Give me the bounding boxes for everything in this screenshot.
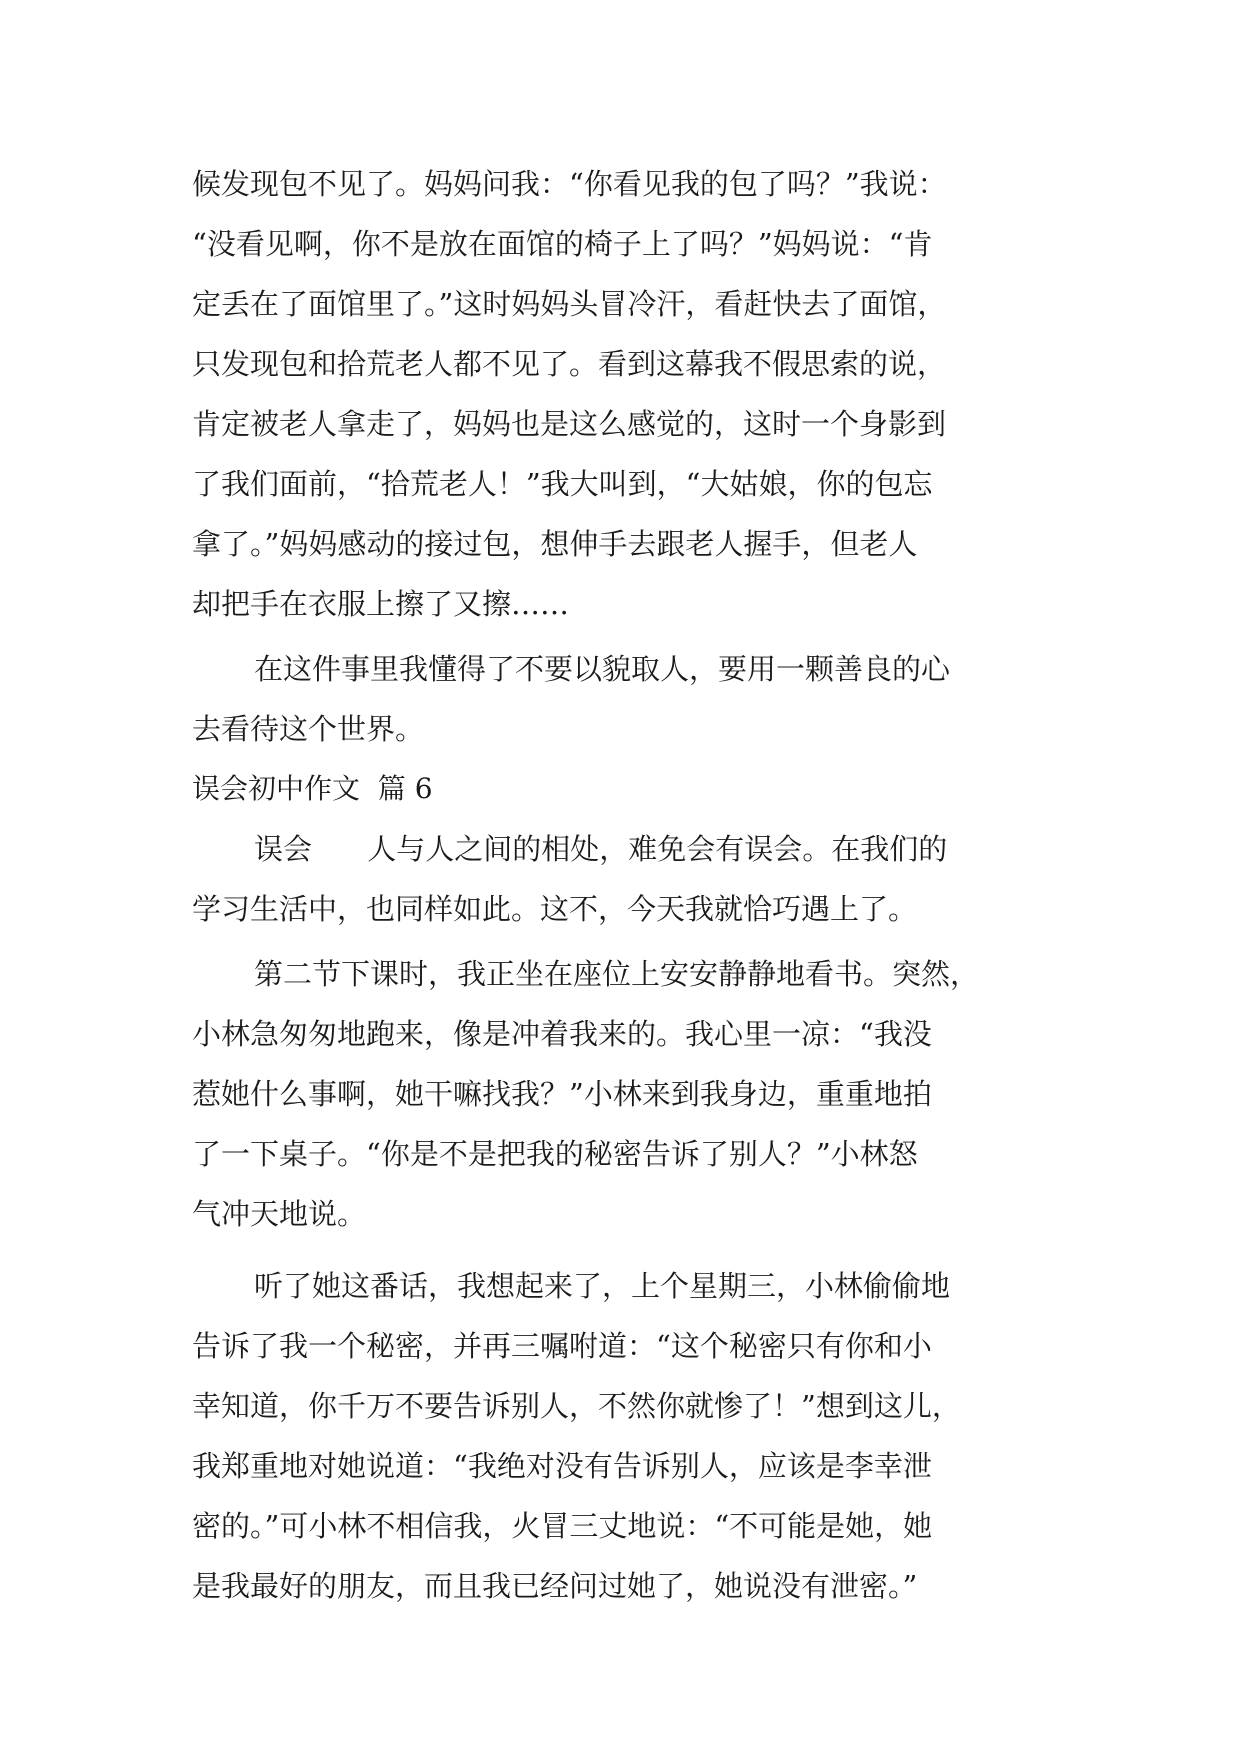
paragraph-first-line: 在这件事里我懂得了不要以貌取人，要用一颗善良的心 [254,652,951,686]
text-line: 了我们面前，“拾荒老人！”我大叫到，“大姑娘，你的包忘 [192,467,933,501]
paragraph-first-line: 第二节下课时，我正坐在座位上安安静静地看书。突然， [254,957,980,991]
text-line: 候发现包不见了。妈妈问我：“你看见我的包了吗？”我说： [192,167,947,201]
text-line: 却把手在衣服上擦了又擦…… [192,587,570,621]
text-line: 学习生活中，也同样如此。这不，今天我就恰巧遇上了。 [192,892,918,926]
text-line: 幸知道，你千万不要告诉别人，不然你就惨了！”想到这儿， [192,1389,961,1423]
text-line: 密的。”可小林不相信我，火冒三丈地说：“不可能是她，她 [192,1509,933,1543]
text-line: 肯定被老人拿走了，妈妈也是这么感觉的，这时一个身影到 [192,407,947,441]
paragraph-first-line: 听了她这番话，我想起来了，上个星期三，小林偷偷地 [254,1269,951,1303]
text-line: 气冲天地说。 [192,1197,367,1231]
text-line: 定丢在了面馆里了。”这时妈妈头冒冷汗，看赶快去了面馆， [192,287,947,321]
text-line: 了一下桌子。“你是不是把我的秘密告诉了别人？”小林怒 [192,1137,918,1171]
text-line: 我郑重地对她说道：“我绝对没有告诉别人，应该是李幸泄 [192,1449,932,1483]
text-line: 拿了。”妈妈感动的接过包，想伸手去跟老人握手，但老人 [192,527,918,561]
text-line: 只发现包和拾荒老人都不见了。看到这幕我不假思索的说， [192,347,947,381]
paragraph-first-line: 误会 人与人之间的相处，难免会有误会。在我们的 [254,832,948,866]
text-line: 是我最好的朋友，而且我已经问过她了，她说没有泄密。” [192,1569,918,1603]
article-body [192,154,1054,1616]
text-line: 惹她什么事啊，她干嘛找我？”小林来到我身边，重重地拍 [192,1077,932,1111]
text-line: 去看待这个世界。 [192,712,425,746]
text-line: 告诉了我一个秘密，并再三嘱咐道：“这个秘密只有你和小 [192,1329,932,1363]
section-heading: 误会初中作文 篇 6 [192,772,433,805]
text-line: 小林急匆匆地跑来，像是冲着我来的。我心里一凉：“我没 [192,1017,932,1051]
text-line: “没看见啊，你不是放在面馆的椅子上了吗？”妈妈说：“肯 [192,227,933,261]
